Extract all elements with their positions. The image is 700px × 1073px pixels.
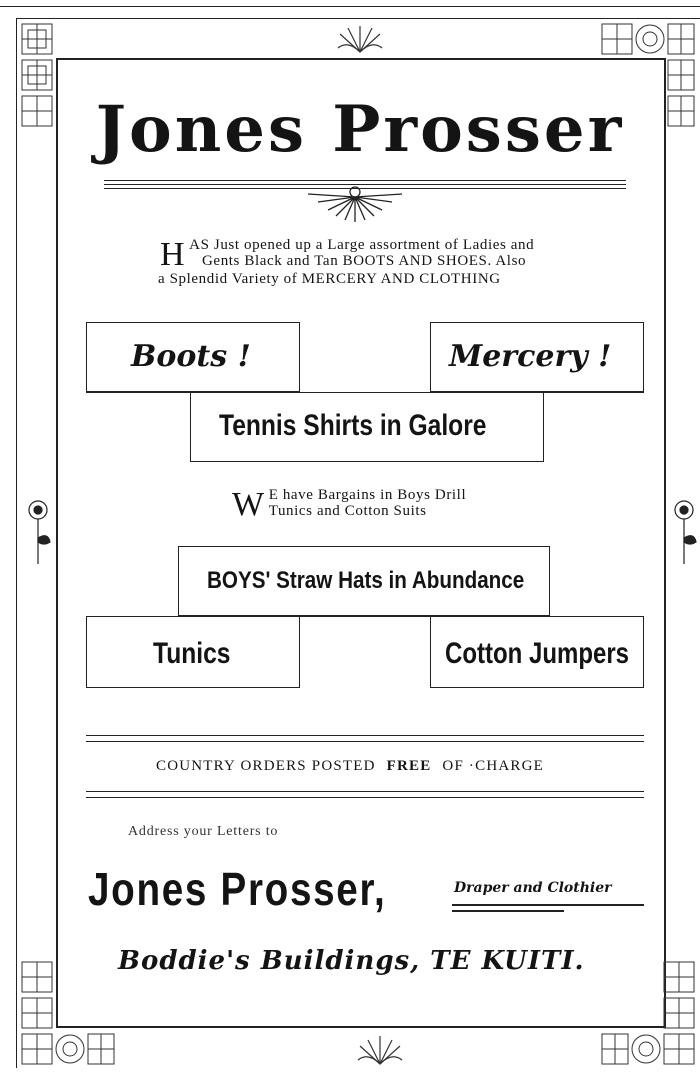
orders-rule-bottom-1 <box>86 791 644 792</box>
box-tennis-shirts <box>190 392 544 462</box>
orders-post: OF ·CHARGE <box>442 758 544 774</box>
top-center-ornament <box>330 20 390 56</box>
orders-free: FREE <box>386 758 432 774</box>
mercery-label: Mercery ! <box>449 339 612 374</box>
signature-trade: Draper and Clothier <box>454 880 612 896</box>
right-flower-ornament <box>670 498 700 568</box>
headline: Jones Prosser <box>95 92 625 167</box>
orders-rule-top-2 <box>86 741 644 742</box>
intro-dropcap: H <box>160 236 186 273</box>
headline-rule-2 <box>104 184 626 185</box>
address-prompt: Address your Letters to <box>128 824 279 839</box>
orders-rule-bottom-2 <box>86 797 644 798</box>
orders-line <box>156 758 544 775</box>
box-straw-hats <box>178 546 550 616</box>
trade-rule-1 <box>452 904 644 906</box>
corner-ornament-bottom-left <box>18 958 118 1068</box>
bargains-line-1: E have Bargains in Boys Drill <box>268 487 467 503</box>
bottom-center-ornament <box>350 1030 410 1068</box>
sunburst-ornament <box>300 186 410 226</box>
trade-rule-2 <box>452 910 564 912</box>
orders-rule-top-1 <box>86 735 644 736</box>
intro-line-1: AS Just opened up a Large assortment of Ladies and <box>189 237 535 253</box>
box-tunics <box>86 616 300 688</box>
headline-rule-1 <box>104 180 626 181</box>
top-rule <box>0 6 700 7</box>
boots-label: Boots ! <box>131 339 251 374</box>
tennis-shirts-label: Tennis Shirts in Galore <box>219 409 487 442</box>
straw-hats-label: BOYS' Straw Hats in Abundance <box>207 567 525 594</box>
box-cotton-jumpers <box>430 616 644 688</box>
corner-ornament-bottom-right <box>598 958 698 1068</box>
bargains-paragraph <box>232 488 532 522</box>
left-flower-ornament <box>24 498 54 568</box>
tunics-label: Tunics <box>153 637 231 670</box>
cotton-jumpers-label: Cotton Jumpers <box>445 637 630 670</box>
intro-line-2: Gents Black and Tan BOOTS AND SHOES. Also <box>202 252 527 269</box>
signature-address: Boddie's Buildings, TE KUITI. <box>118 946 585 976</box>
box-mercery <box>430 322 644 392</box>
orders-pre: COUNTRY ORDERS POSTED <box>156 758 376 774</box>
bargains-line-2: Tunics and Cotton Suits <box>268 502 427 519</box>
signature-name: Jones Prosser, <box>88 863 387 915</box>
intro-paragraph <box>160 238 590 272</box>
intro-line-3: a Splendid Variety of MERCERY AND CLOTHING <box>158 271 501 287</box>
box-boots <box>86 322 300 392</box>
bargains-dropcap: W <box>232 486 265 523</box>
